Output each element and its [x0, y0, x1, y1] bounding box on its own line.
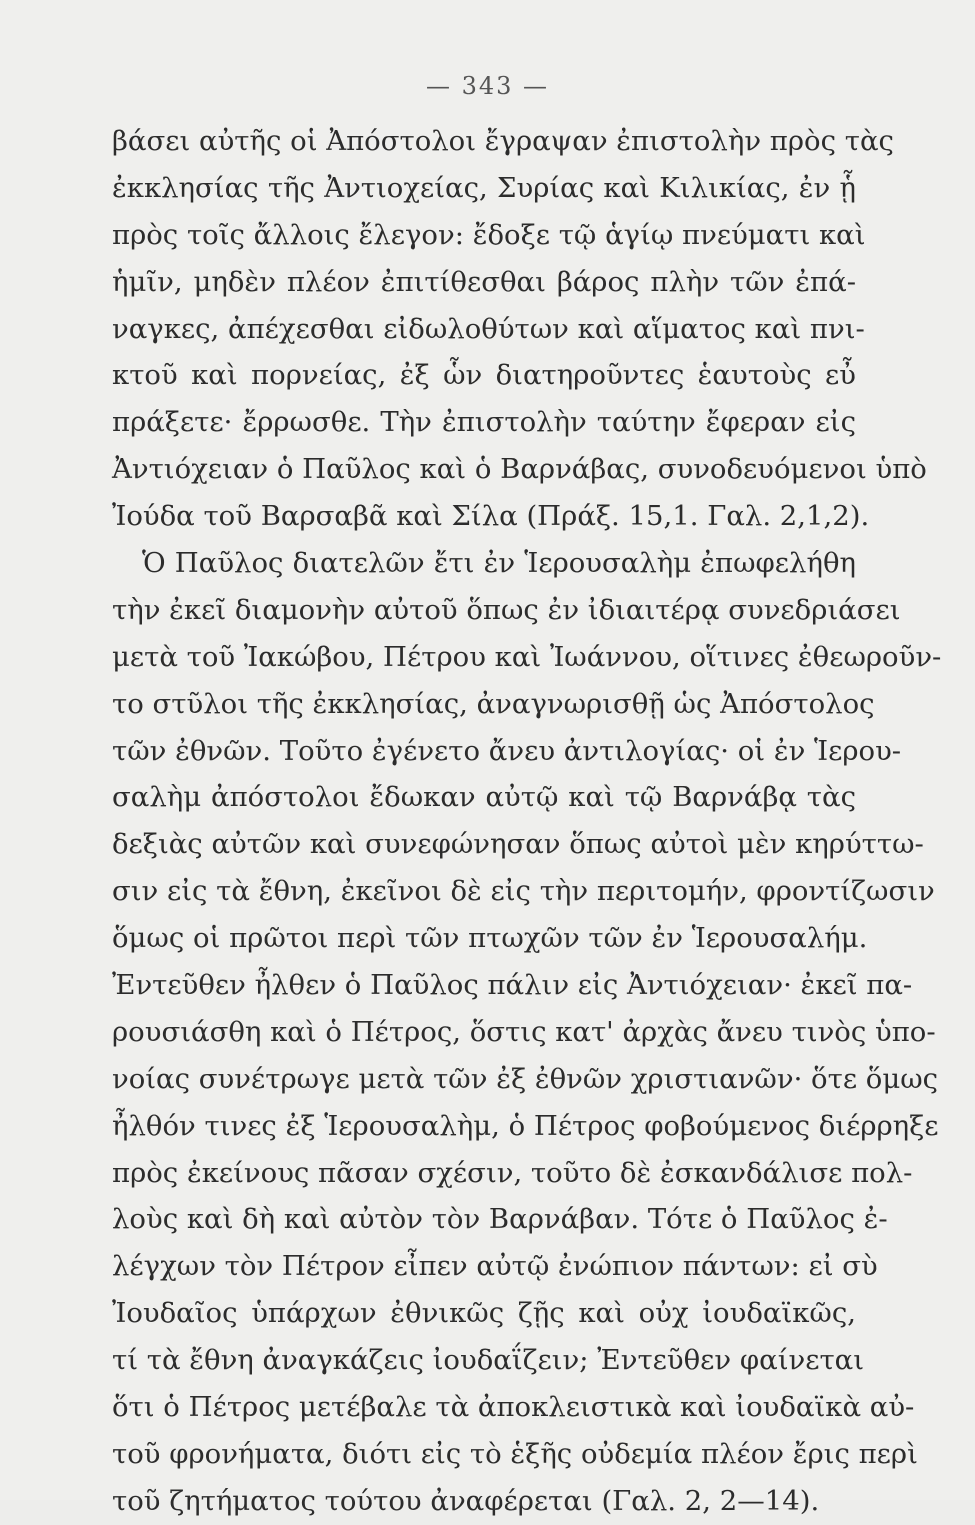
- text-line: πρὸς τοῖς ἄλλοις ἔλεγον: ἔδοξε τῷ ἁγίῳ πνεύματι καὶ: [112, 218, 866, 251]
- text-line: κτοῦ καὶ πορνείας, ἐξ ὧν διατηροῦντες ἑαυτοὺς εὖ: [112, 359, 856, 392]
- text-line: ναγκες, ἀπέχεσθαι εἰδωλοθύτων καὶ αἵματος καὶ πνι-: [112, 312, 865, 345]
- text-line: ἐκκλησίας τῆς Ἀντιοχείας, Συρίας καὶ Κιλικίας, ἐν ᾗ: [112, 171, 856, 204]
- text-line: το στῦλοι τῆς ἐκκλησίας, ἀναγνωρισθῇ ὡς Ἀπόστολος: [112, 687, 875, 720]
- text-line: μετὰ τοῦ Ἰακώβου, Πέτρου καὶ Ἰωάννου, οἵτινες ἐθεωροῦν-: [112, 640, 942, 673]
- text-line: τῶν ἐθνῶν. Τοῦτο ἐγένετο ἄνευ ἀντιλογίας· οἱ ἐν Ἱερου-: [112, 734, 902, 767]
- text-line: νοίας συνέτρωγε μετὰ τῶν ἐξ ἐθνῶν χριστιανῶν· ὅτε ὅμως: [112, 1062, 939, 1095]
- text-line: σιν εἰς τὰ ἔθνη, ἐκεῖνοι δὲ εἰς τὴν περιτομήν, φροντίζωσιν: [112, 875, 935, 908]
- text-line: πρὸς ἐκείνους πᾶσαν σχέσιν, τοῦτο δὲ ἐσκανδάλισε πολ-: [112, 1156, 913, 1189]
- text-line: τὴν ἐκεῖ διαμονὴν αὐτοῦ ὅπως ἐν ἰδιαιτέρᾳ συνεδριάσει: [112, 593, 901, 626]
- text-line: ἦλθόν τινες ἐξ Ἱερουσαλὴμ, ὁ Πέτρος φοβούμενος διέρρηξε: [112, 1109, 939, 1142]
- text-line: Ἀντιόχειαν ὁ Παῦλος καὶ ὁ Βαρνάβας, συνοδευόμενοι ὑπὸ: [112, 453, 927, 486]
- text-line: δεξιὰς αὐτῶν καὶ συνεφώνησαν ὅπως αὐτοὶ μὲν κηρύττω-: [112, 828, 924, 861]
- text-line: Ἰούδα τοῦ Βαρσαβᾶ καὶ Σίλα (Πράξ. 15,1. Γαλ. 2,1,2).: [112, 500, 870, 533]
- text-line: τί τὰ ἔθνη ἀναγκάζεις ἰουδαΐζειν; Ἐντεῦθεν φαίνεται: [112, 1344, 865, 1377]
- text-line: βάσει αὐτῆς οἱ Ἀπόστολοι ἔγραψαν ἐπιστολὴν πρὸς τὰς: [112, 125, 894, 157]
- text-line: ἡμῖν, μηδὲν πλέον ἐπιτίθεσθαι βάρος πλὴν τῶν ἐπά-: [112, 265, 856, 298]
- text-line: ρουσιάσθη καὶ ὁ Πέτρος, ὅστις κατ' ἀρχὰς ἄνευ τινὸς ὑπο-: [112, 1015, 936, 1048]
- text-line: λοὺς καὶ δὴ καὶ αὐτὸν τὸν Βαρνάβαν. Τότε ὁ Παῦλος ἐ-: [112, 1203, 888, 1236]
- text-line: ὅτι ὁ Πέτρος μετέβαλε τὰ ἀποκλειστικὰ καὶ ἰουδαϊκὰ αὐ-: [112, 1391, 915, 1424]
- text-line: ὅμως οἱ πρῶτοι περὶ τῶν πτωχῶν τῶν ἐν Ἱερουσαλήμ.: [112, 922, 868, 955]
- text-line: σαλὴμ ἀπόστολοι ἔδωκαν αὐτῷ καὶ τῷ Βαρνάβᾳ τὰς: [112, 781, 856, 814]
- text-line: Ἰουδαῖος ὑπάρχων ἐθνικῶς ζῇς καὶ οὐχ ἰουδαϊκῶς,: [112, 1297, 856, 1330]
- text-line: Ὁ Παῦλος διατελῶν ἔτι ἐν Ἱερουσαλὴμ ἐπωφελήθη: [142, 547, 856, 580]
- body-text: [112, 118, 942, 1525]
- text-line: τοῦ ζητήματος τούτου ἀναφέρεται (Γαλ. 2, 2—14).: [112, 1484, 820, 1517]
- text-line: Ἐντεῦθεν ἦλθεν ὁ Παῦλος πάλιν εἰς Ἀντιόχειαν· ἐκεῖ πα-: [112, 969, 913, 1002]
- text-line: λέγχων τὸν Πέτρον εἶπεν αὐτῷ ἐνώπιον πάντων: εἰ σὺ: [112, 1250, 878, 1283]
- page-number: — 343 —: [425, 72, 550, 100]
- text-line: τοῦ φρονήματα, διότι εἰς τὸ ἑξῆς οὐδεμία πλέον ἔρις περὶ: [112, 1437, 918, 1470]
- text-line: πράξετε· ἔρρωσθε. Τὴν ἐπιστολὴν ταύτην ἔφεραν εἰς: [112, 406, 856, 439]
